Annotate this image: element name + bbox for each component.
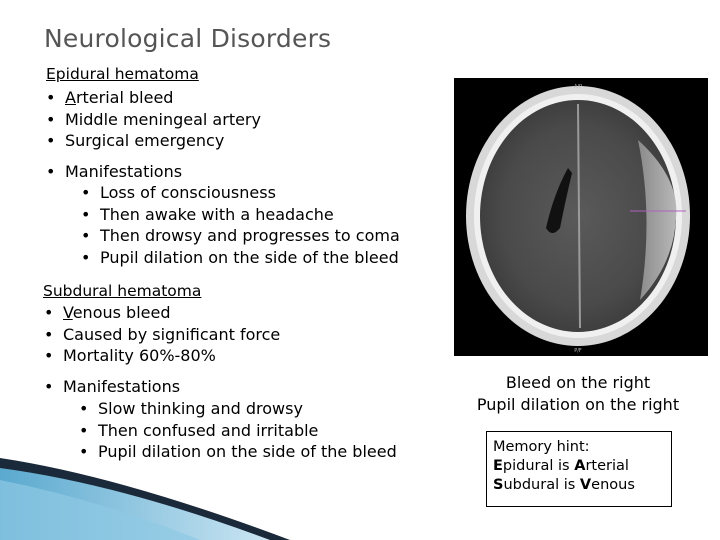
bold-letter: S xyxy=(493,477,504,493)
hint-text: rterial xyxy=(585,458,629,474)
bullet-text: enous bleed xyxy=(72,303,171,322)
slide-title: Neurological Disorders xyxy=(44,24,332,53)
subdural-heading: Subdural hematoma xyxy=(43,282,202,300)
list-item: • Manifestations xyxy=(41,376,180,398)
memory-hint-box xyxy=(486,431,672,507)
hint-text: ubdural is xyxy=(503,477,580,493)
hint-text: pidural is xyxy=(502,458,575,474)
subdural-bullets xyxy=(41,302,280,367)
brain-ct-svg xyxy=(454,78,708,356)
list-item: • Pupil dilation on the side of the bleed xyxy=(76,441,397,463)
first-letter: A xyxy=(65,88,76,107)
epidural-manifestations xyxy=(43,161,182,183)
caption-line-2: Pupil dilation on the right xyxy=(476,395,680,414)
list-item: • Surgical emergency xyxy=(43,130,261,152)
list-item: • Middle meningeal artery xyxy=(43,109,261,131)
list-item: • Then confused and irritable xyxy=(76,420,397,442)
decorative-swoosh xyxy=(0,440,300,540)
epidural-bullets xyxy=(43,87,261,152)
bold-letter: V xyxy=(579,477,592,493)
first-letter: V xyxy=(63,303,73,322)
ct-label-bottom: P/F xyxy=(574,348,582,354)
list-item: • Pupil dilation on the side of the bleed xyxy=(78,247,400,269)
list-item: • Mortality 60%-80% xyxy=(41,345,280,367)
memory-hint-line-2 xyxy=(493,476,671,495)
list-item: • Slow thinking and drowsy xyxy=(76,398,397,420)
bold-letter: A xyxy=(574,458,586,474)
epidural-heading: Epidural hematoma xyxy=(46,65,199,83)
list-item: • Manifestations xyxy=(43,161,182,183)
list-item xyxy=(43,87,261,109)
hint-text: enous xyxy=(591,477,635,493)
list-item: • Then awake with a headache xyxy=(78,204,400,226)
memory-hint-title: Memory hint: xyxy=(493,439,590,455)
bullet-text: rterial bleed xyxy=(75,88,174,107)
list-item: • Then drowsy and progresses to coma xyxy=(78,225,400,247)
list-item: • Caused by significant force xyxy=(41,324,280,346)
memory-hint-line-1 xyxy=(493,457,671,476)
list-item: • Loss of consciousness xyxy=(78,182,400,204)
list-item xyxy=(41,302,280,324)
ct-label-top: A/P xyxy=(573,84,583,90)
caption-line-1: Bleed on the right xyxy=(505,373,651,392)
epidural-manifestation-list xyxy=(78,182,400,268)
subdural-manifestations xyxy=(41,376,180,398)
ct-scan-image xyxy=(454,78,708,356)
bold-letter: E xyxy=(493,458,503,474)
